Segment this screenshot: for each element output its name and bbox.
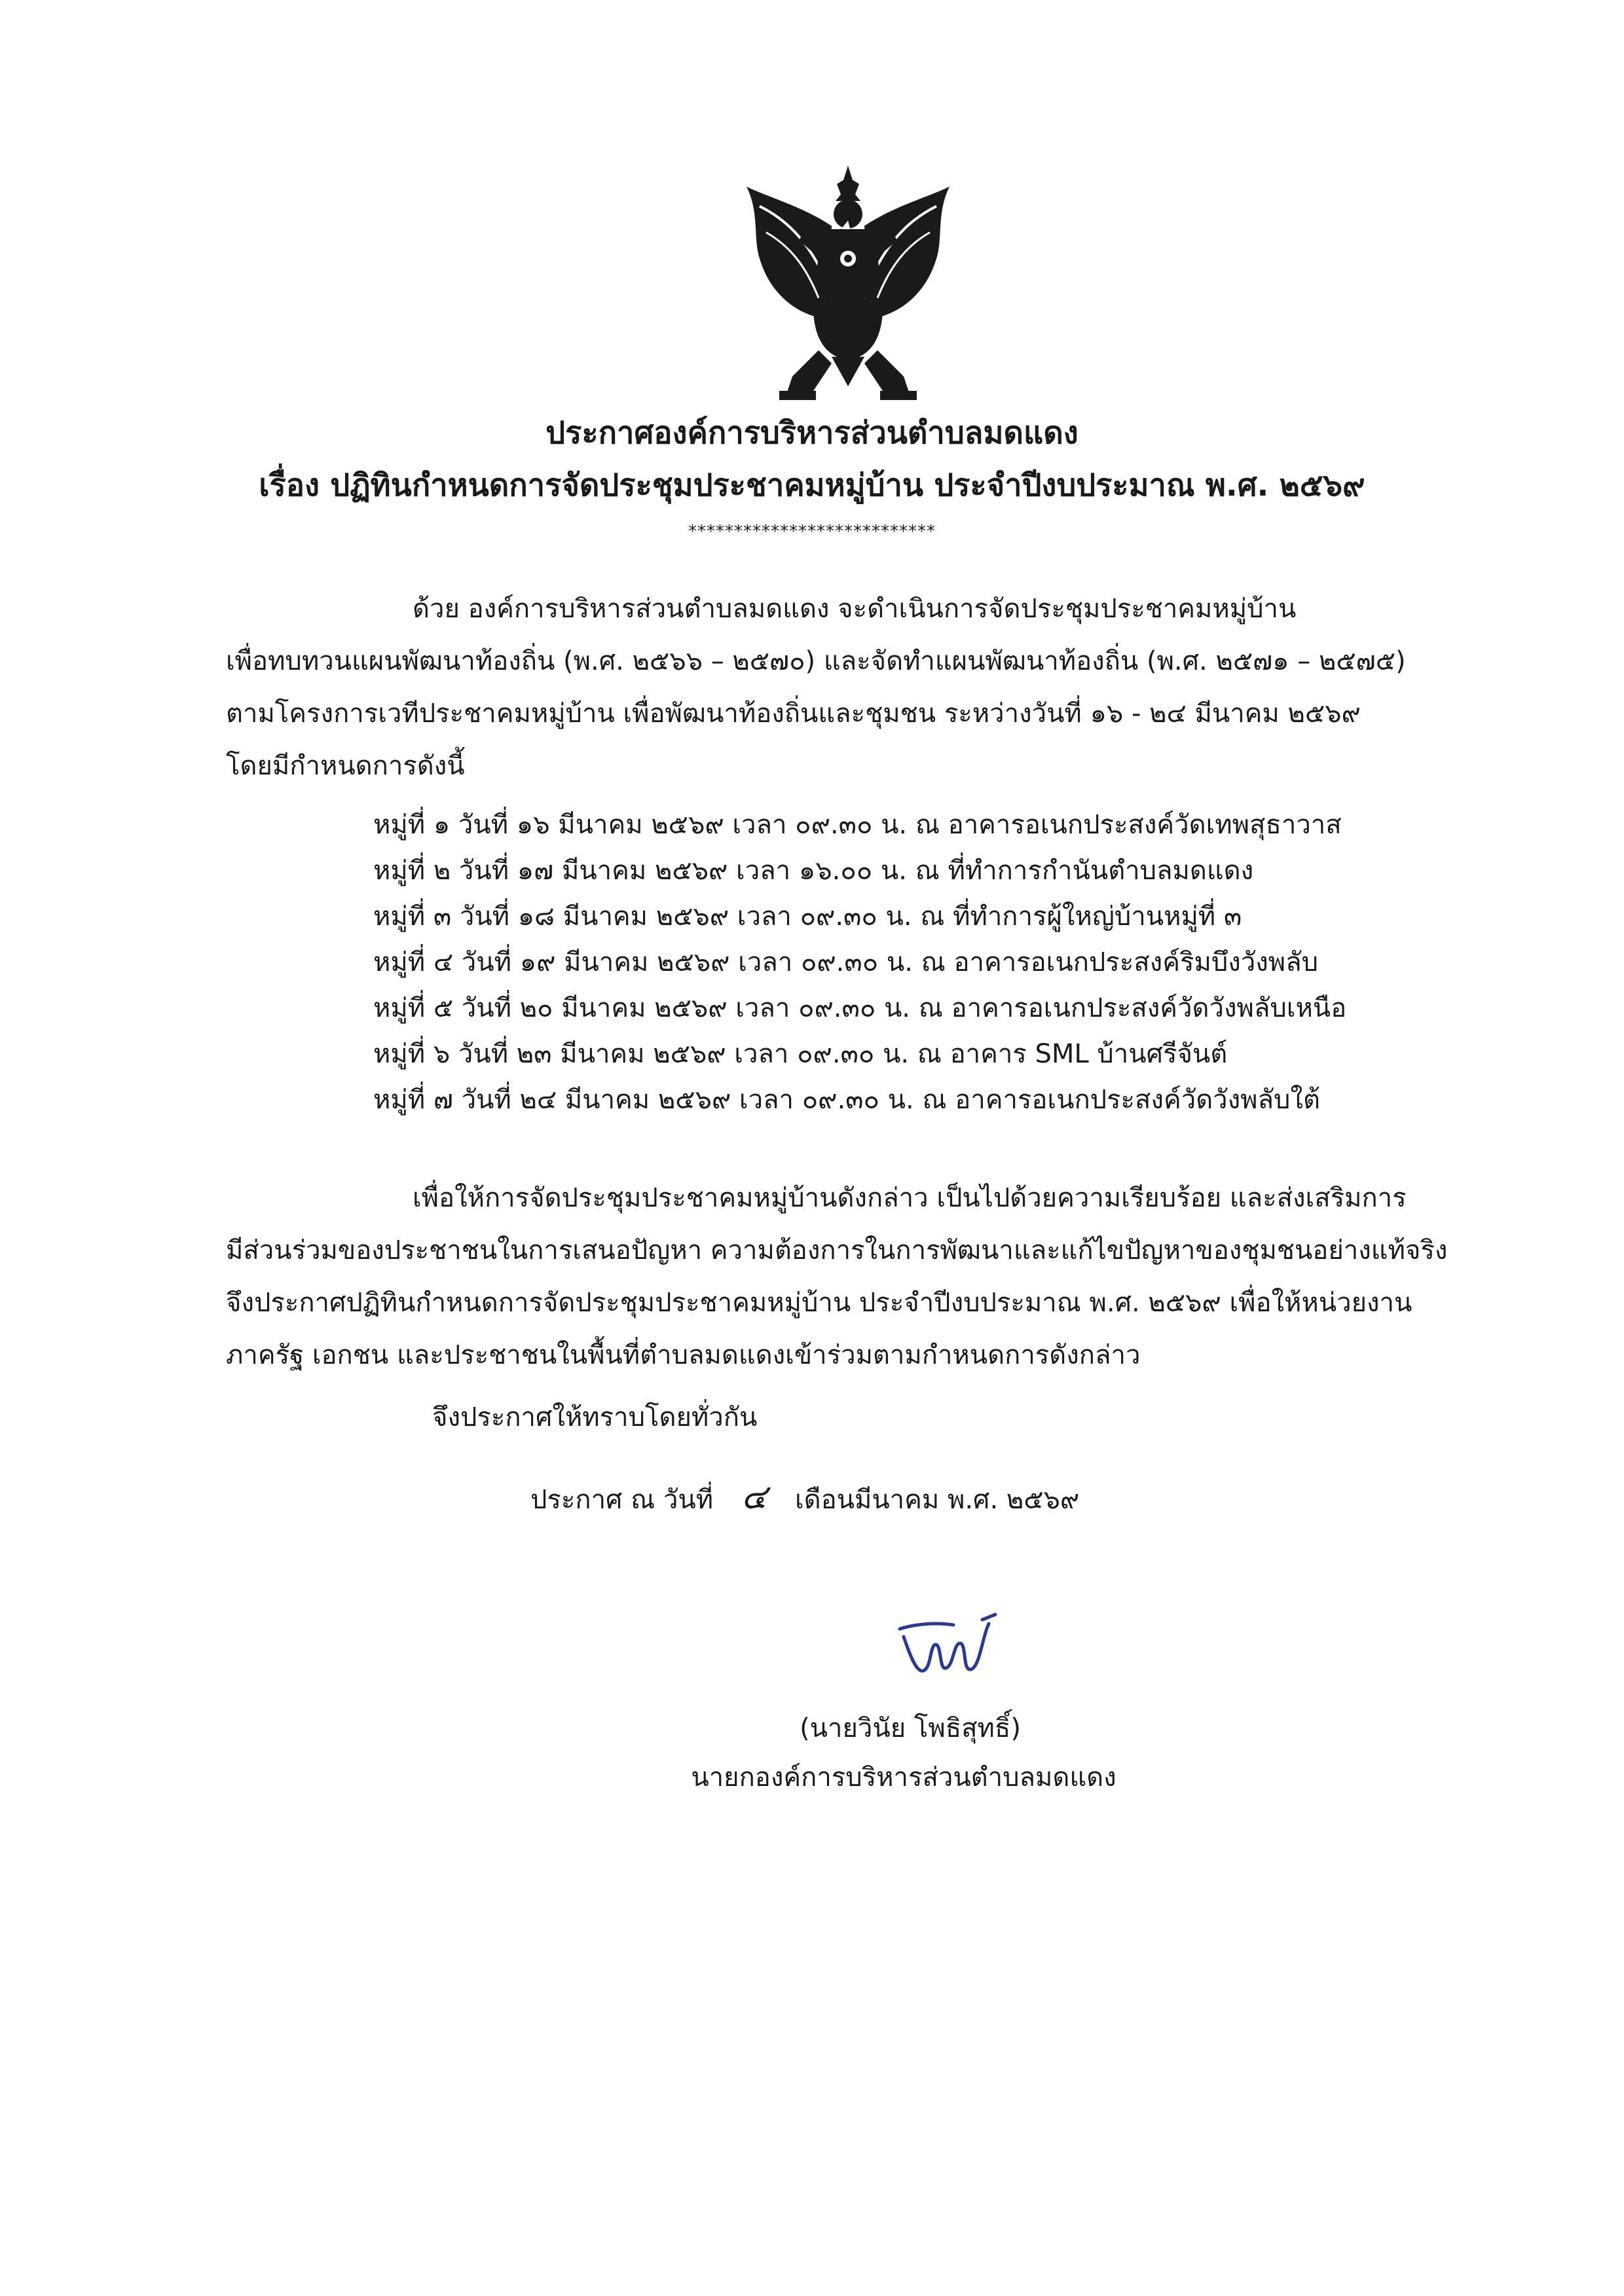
paragraph-line: เพื่อทบทวนแผนพัฒนาท้องถิ่น (พ.ศ. ๒๕๖๖ – ๒๕๗๐) และจัดทำแผนพัฒนาท้องถิ่น (พ.ศ. ๒๕๗๑ – ๒๕๗๕) [226, 646, 1406, 676]
signatory-position: นายกองค์การบริหารส่วนตำบลมดแดง [691, 1762, 1116, 1793]
paragraph-line: ภาครัฐ เอกชน และประชาชนในพื้นที่ตำบลมดแดงเข้าร่วมตามกำหนดการดังกล่าว [226, 1340, 1141, 1370]
signatory-name: (นายวินัย โพธิสุทธิ์) [800, 1713, 1021, 1743]
signature-scribble-icon [891, 1611, 1008, 1683]
document-title: ประกาศองค์การบริหารส่วนตำบลมดแดง [545, 415, 1079, 451]
announcement-date [530, 1471, 1079, 1526]
schedule-item: หมู่ที่ ๖ วันที่ ๒๓ มีนาคม ๒๕๖๙ เวลา ๐๙.๓๐ น. ณ อาคาร SML บ้านศรีจันต์ [373, 1039, 1228, 1069]
schedule-item: หมู่ที่ ๕ วันที่ ๒๐ มีนาคม ๒๕๖๙ เวลา ๐๙.๓๐ น. ณ อาคารอเนกประสงค์วัดวังพลับเหนือ [373, 993, 1347, 1023]
intro-paragraph [226, 583, 1493, 792]
separator-line: *************************** [688, 522, 936, 541]
paragraph-line: ตามโครงการเวทีประชาคมหมู่บ้าน เพื่อพัฒนาท้องถิ่นและชุมชน ระหว่างวันที่ ๑๖ - ๒๔ มีนาคม ๒๕๖๙ [226, 699, 1361, 729]
paragraph-line: ด้วย องค์การบริหารส่วนตำบลมดแดง จะดำเนินการจัดประชุมประชาคมหมู่บ้าน [413, 594, 1297, 624]
document-subject: เรื่อง ปฏิทินกำหนดการจัดประชุมประชาคมหมู่บ้าน ประจำปีงบประมาณ พ.ศ. ๒๕๖๙ [259, 467, 1365, 503]
schedule-item: หมู่ที่ ๔ วันที่ ๑๙ มีนาคม ๒๕๖๙ เวลา ๐๙.๓๐ น. ณ อาคารอเนกประสงค์ริมบึงวังพลับ [373, 947, 1319, 977]
paragraph-line: จึงประกาศปฏิทินกำหนดการจัดประชุมประชาคมหมู่บ้าน ประจำปีงบประมาณ พ.ศ. ๒๕๖๙ เพื่อให้หน่วยงาน [226, 1288, 1412, 1318]
paragraph-line: โดยมีกำหนดการดังนี้ [226, 751, 465, 781]
schedule-item: หมู่ที่ ๓ วันที่ ๑๘ มีนาคม ๒๕๖๙ เวลา ๐๙.๓๐ น. ณ ที่ทำการผู้ใหญ่บ้านหมู่ที่ ๓ [373, 902, 1242, 932]
paragraph-line: มีส่วนร่วมของประชาชนในการเสนอปัญหา ความต้องการในการพัฒนาและแก้ไขปัญหาของชุมชนอย่างแท้จริง [226, 1235, 1448, 1266]
handwritten-day: ๔ [741, 1478, 767, 1517]
meeting-schedule-list [373, 802, 1346, 1123]
purpose-paragraph [226, 1172, 1493, 1381]
schedule-item: หมู่ที่ ๗ วันที่ ๒๔ มีนาคม ๒๕๖๙ เวลา ๐๙.๓๐ น. ณ อาคารอเนกประสงค์วัดวังพลับใต้ [373, 1085, 1320, 1115]
paragraph-line: เพื่อให้การจัดประชุมประชาคมหมู่บ้านดังกล่าว เป็นไปด้วยความเรียบร้อย และส่งเสริมการ [413, 1183, 1407, 1213]
schedule-item: หมู่ที่ ๑ วันที่ ๑๖ มีนาคม ๒๕๖๙ เวลา ๐๙.๓๐ น. ณ อาคารอเนกประสงค์วัดเทพสุธาวาส [373, 810, 1342, 840]
closing-statement: จึงประกาศให้ทราบโดยทั่วกัน [432, 1402, 758, 1432]
garuda-emblem-icon [740, 160, 956, 403]
date-prefix: ประกาศ ณ วันที่ [530, 1485, 714, 1515]
schedule-item: หมู่ที่ ๒ วันที่ ๑๗ มีนาคม ๒๕๖๙ เวลา ๑๖.๐๐ น. ณ ที่ทำการกำนันตำบลมดแดง [373, 856, 1254, 886]
date-suffix: เดือนมีนาคม พ.ศ. ๒๕๖๙ [794, 1485, 1080, 1515]
